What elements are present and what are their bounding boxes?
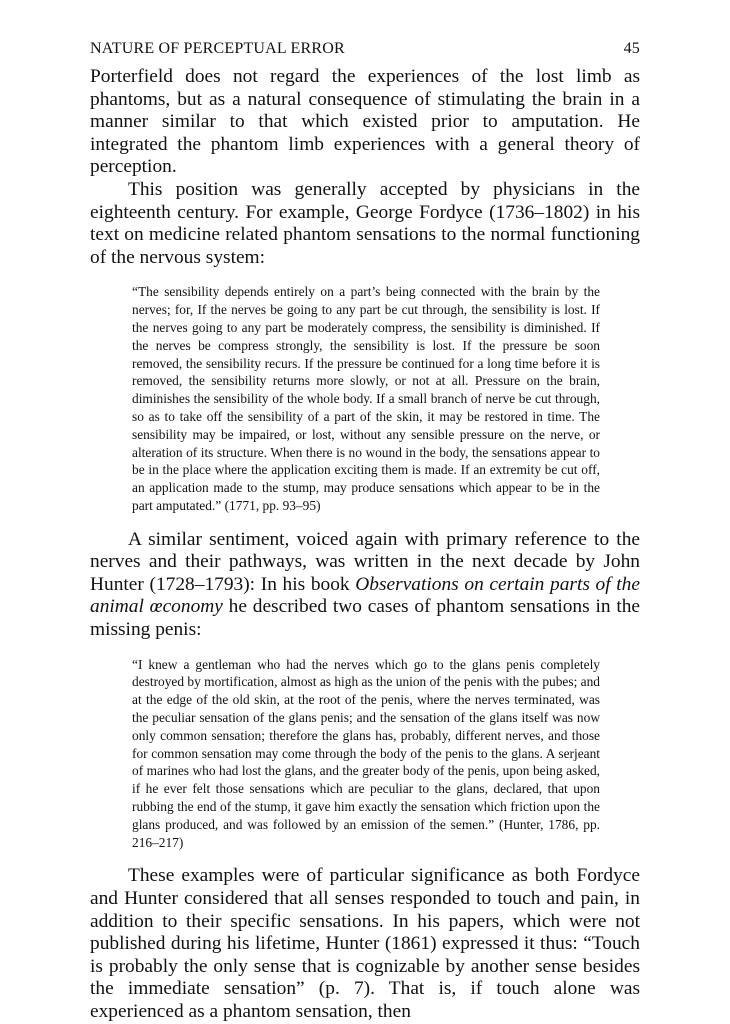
page-number: 45 bbox=[623, 40, 640, 57]
running-head bbox=[90, 40, 640, 58]
paragraph-fordyce-intro: This position was generally accepted by physicians in the eighteenth century. For example, George Fordyce (1736–1802) in his text on medicine related phantom sensations to the normal functioning of the nervous system: bbox=[90, 178, 640, 268]
hunter-intro-tail: he described two cases of phantom sensations in the missing penis: bbox=[90, 596, 641, 641]
block-quote-hunter bbox=[132, 656, 600, 852]
hunter-intro-text: A similar sentiment, voiced again with primary reference to the nerves and their pathways, was written in the next decade by John Hunter (1728–1793): In his book bbox=[90, 528, 640, 595]
paragraph-hunter-intro bbox=[90, 529, 640, 642]
book-page bbox=[90, 40, 640, 1024]
book-title: Observations on certain parts of the animal œconomy bbox=[90, 573, 640, 618]
body-text bbox=[90, 66, 640, 269]
quote-fordyce-text: “The sensibility depends entirely on a part’s being connected with the brain by the nerves; for, If the nerves be going to any part be cut through, the sensibility is lost. If the nerves going to any part be moderately compress, the sensibility is diminished. If the nerves be compress strongly, the sensibility is lost. If the pressure be soon removed, the sensibility recurs. If the pressure be continued for a long time before it is removed, the sensibility returns more slowly, or not at all. Pressure on the brain, diminishes the sensibility of the whole body. If a small branch of nerve be cut through, so as to take off the sensibility of a part of the skin, it may be restored in time. The sensibility may be impaired, or lost, without any sensible pressure on the nerve, or alteration of its structure. When there is no wound in the body, the sensations appear to be in the place where the application exciting them is made. If an extremity be cut off, an application made to the stump, may produce sensations which appear to be in the part amputated.” (1771, pp. 93–95) bbox=[132, 284, 600, 513]
running-head-title: NATURE OF PERCEPTUAL ERROR bbox=[90, 40, 345, 57]
quote-hunter-text: “I knew a gentleman who had the nerves which go to the glans penis completely destroyed by mortification, almost as high as the union of the penis with the pubes; and at the edge of the old skin, at the root of the penis, where the nerves terminated, was the peculiar sensation of the glans penis; and the sensation of the glans itself was now only common sensation; therefore the glans has, probably, different nerves, and those for common sensation may come through the body of the penis to the glans. A serjeant of marines who had lost the glans, and the greater body of the penis, upon being asked, if he ever felt those sensations which are peculiar to the glans, declared, that upon rubbing the end of the stump, it gave him exactly the sensation which friction upon the glans produced, and was followed by an emission of the semen.” (Hunter, 1786, pp. 216–217) bbox=[132, 656, 600, 850]
paragraph-significance: These examples were of particular significance as both Fordyce and Hunter considered that all senses responded to touch and pain, in addition to their specific sensations. In his papers, which were not published during his lifetime, Hunter (1861) expressed it thus: “Touch is probably the only sense that is cognizable by another sense besides the immediate sensation” (p. 7). That is, if touch alone was experienced as a phantom sensation, then bbox=[90, 865, 640, 1022]
body-text-final bbox=[90, 865, 640, 1023]
body-text-continued bbox=[90, 529, 640, 642]
paragraph-porterfield: Porterfield does not regard the experiences of the lost limb as phantoms, but as a natural consequence of stimulating the brain in a manner similar to that which existed prior to amputation. He integrated the phantom limb experiences with a general theory of perception. bbox=[90, 66, 640, 178]
block-quote-fordyce bbox=[132, 283, 600, 514]
